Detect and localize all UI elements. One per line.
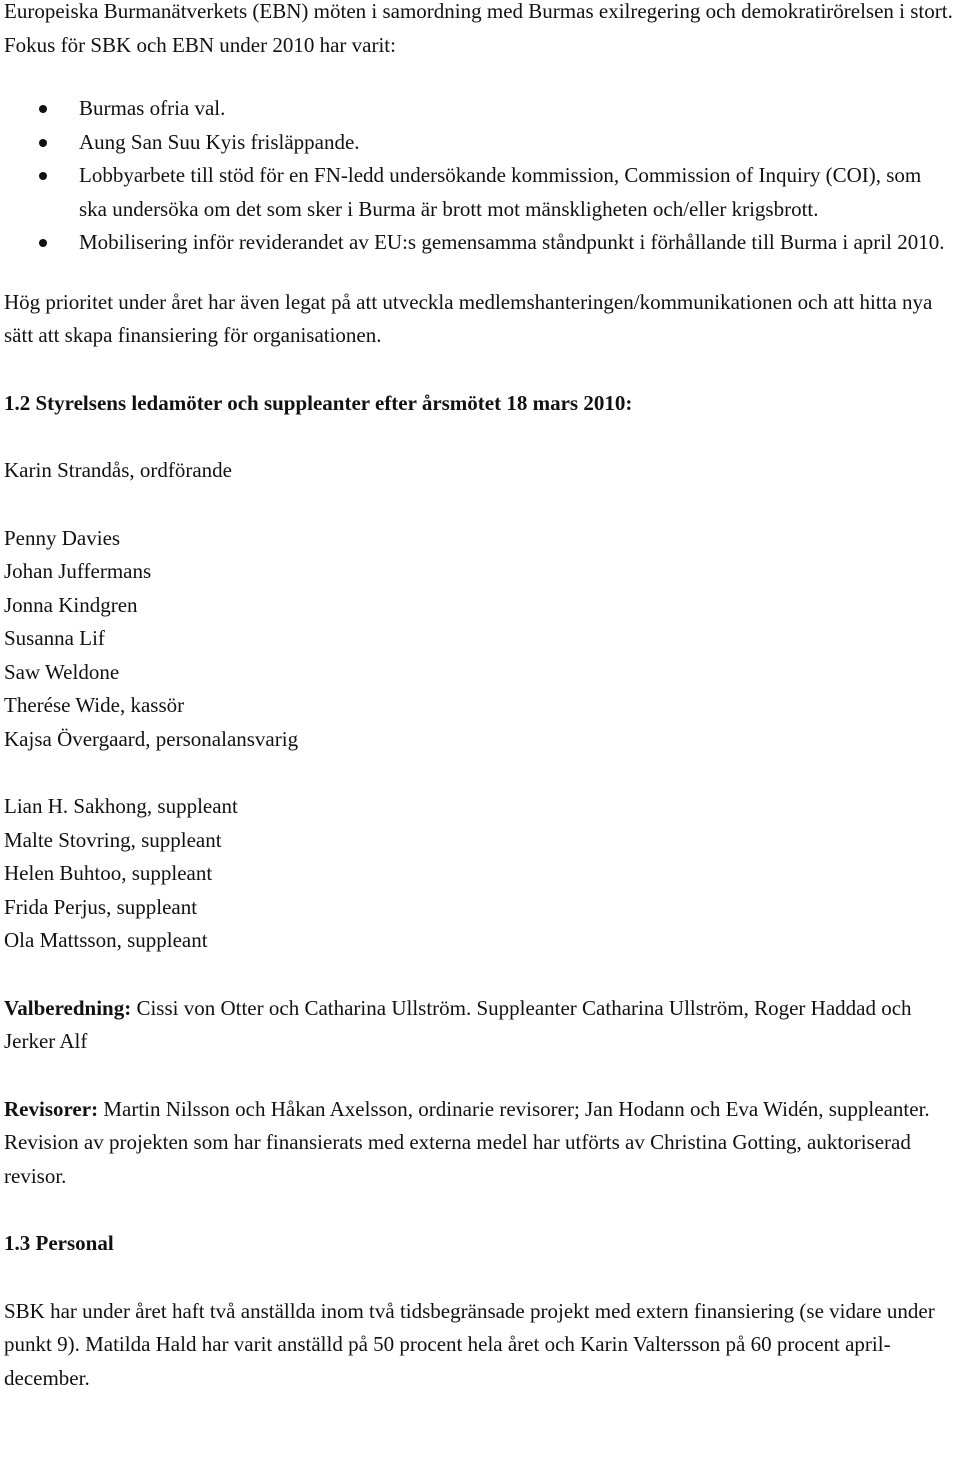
nomination-paragraph [4, 992, 960, 1059]
list-item [4, 226, 960, 260]
priority-paragraph: Hög prioritet under året har även legat på att utveckla medlemshanteringen/kommunikationen och att hitta nya sätt att skapa finansiering för organisationen. [4, 289, 933, 347]
nomination-text: Cissi von Otter och Catharina Ullström. Suppleanter Catharina Ullström, Roger Haddad och Jerker Alf [4, 995, 912, 1053]
list-item-text: Lobbyarbete till stöd för en FN-ledd undersökande kommission, Commission of Inquiry (COI), som ska undersöka om det som sker i Burma är brott mot mänskligheten och/eller krigsbrott. [79, 163, 922, 221]
list-item-text: Burmas ofria val. [79, 96, 226, 120]
staff-heading: 1.3 Personal [4, 1231, 114, 1255]
board-heading: 1.2 Styrelsens ledamöter och suppleanter efter årsmötet 18 mars 2010: [4, 390, 633, 415]
board-member: Penny Davies [4, 525, 121, 550]
bullet-icon [39, 172, 47, 180]
auditors-paragraph [4, 1093, 960, 1194]
staff-paragraph: SBK har under året haft två anställda inom två tidsbegränsade projekt med extern finansiering (se vidare under punkt 9). Matilda Hald har varit anställd på 50 procent hela året och Karin Valtersson på 60 procent april-december. [4, 1298, 935, 1390]
board-deputy: Malte Stovring, suppleant [4, 827, 222, 852]
board-deputy: Helen Buhtoo, suppleant [4, 861, 213, 885]
intro-paragraph: Europeiska Burmanätverkets (EBN) möten i samordning med Burmas exilregering och demokratirörelsen i stort. Fokus för SBK och EBN under 2010 har varit: [4, 0, 953, 57]
auditors-text: Martin Nilsson och Håkan Axelsson, ordinarie revisorer; Jan Hodann och Eva Widén, suppleanter. Revision av projekten som har finansierats med externa medel har utförts av Christina Gotting, auktoriserad revisor. [4, 1096, 930, 1188]
board-member: Kajsa Övergaard, personalansvarig [4, 726, 299, 751]
bullet-icon [39, 139, 47, 147]
nomination-label: Valberedning: [4, 995, 132, 1020]
list-item [4, 126, 960, 160]
board-deputy: Ola Mattsson, suppleant [4, 928, 208, 952]
board-member: Johan Juffermans [4, 559, 152, 583]
focus-list [4, 92, 960, 260]
board-members-list [4, 522, 960, 757]
board-deputy: Frida Perjus, suppleant [4, 894, 198, 919]
board-deputy: Lian H. Sakhong, suppleant [4, 794, 238, 818]
list-item-text: Aung San Suu Kyis frisläppande. [79, 129, 360, 154]
board-member: Jonna Kindgren [4, 592, 138, 617]
bullet-icon [39, 239, 47, 247]
board-member: Saw Weldone [4, 659, 120, 684]
bullet-icon [39, 105, 47, 113]
auditors-label: Revisorer: [4, 1096, 99, 1121]
board-member: Therése Wide, kassör [4, 693, 185, 717]
board-deputies-list [4, 790, 960, 958]
list-item [4, 159, 960, 226]
list-item [4, 92, 960, 126]
board-chair: Karin Strandås, ordförande [4, 458, 233, 482]
list-item-text: Mobilisering inför reviderandet av EU:s gemensamma ståndpunkt i förhållande till Burma i april 2010. [79, 230, 945, 254]
board-member: Susanna Lif [4, 626, 105, 650]
